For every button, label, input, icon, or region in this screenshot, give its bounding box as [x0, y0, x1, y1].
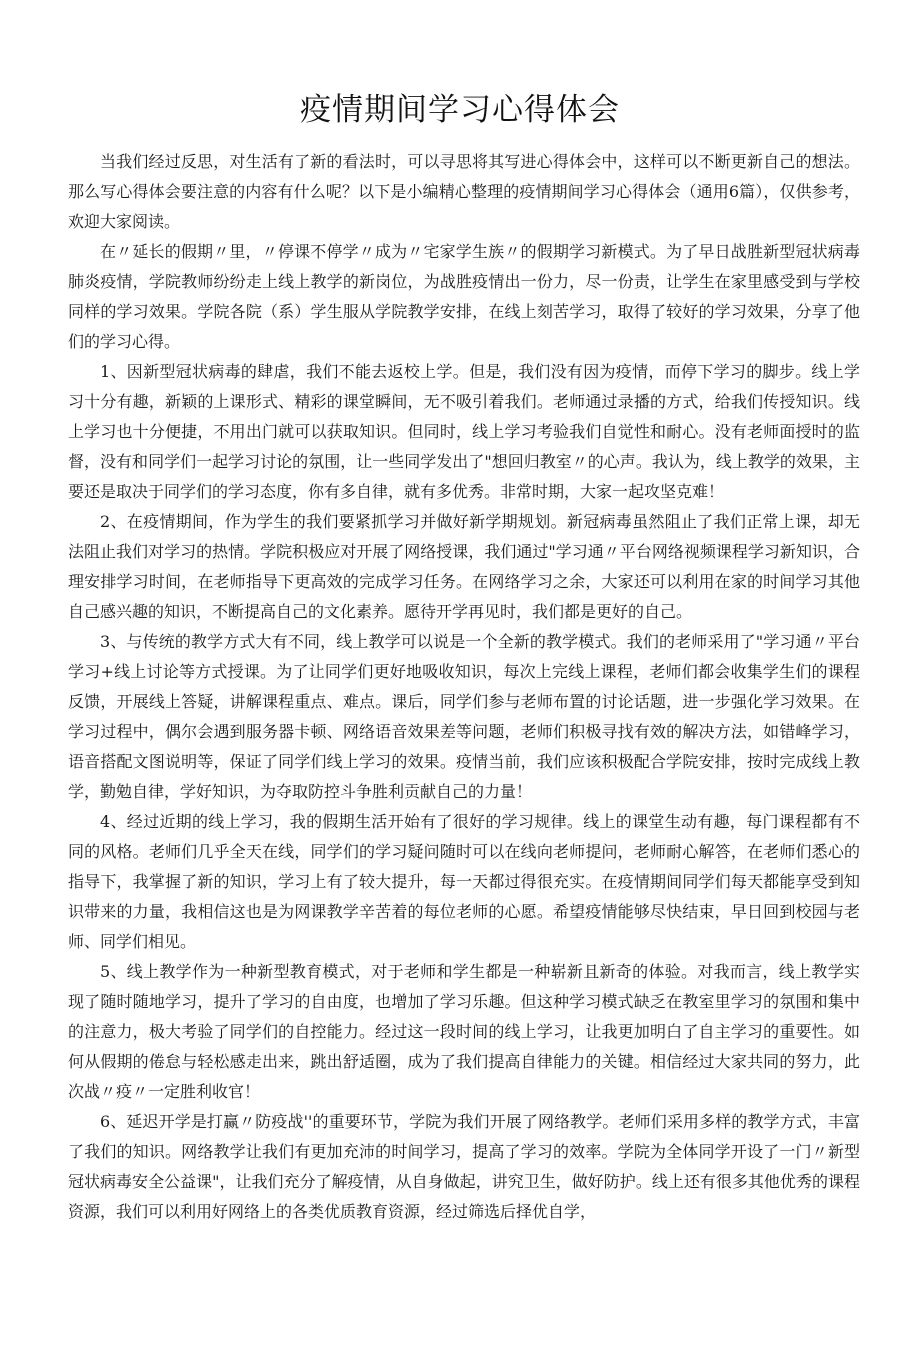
experience-paragraph-6: 6、延迟开学是打赢〃防疫战''的重要环节，学院为我们开展了网络教学。老师们采用多样的教学方式，丰富了我们的知识。网络教学让我们有更加充沛的时间学习，提高了学习的效率。学院为全体同学开设了一门〃新型冠状病毒安全公益课"，让我们充分了解疫情，从自身做起，讲究卫生，做好防护。线上还有很多其他优秀的课程资源，我们可以利用好网络上的各类优质教育资源，经过筛选后择优自学，	[68, 1112, 860, 1221]
experience-paragraph-4: 4、经过近期的线上学习，我的假期生活开始有了很好的学习规律。线上的课堂生动有趣，每门课程都有不同的风格。老师们几乎全天在线，同学们的学习疑问随时可以在线向老师提问，老师耐心解答，在老师们悉心的指导下，我掌握了新的知识，学习上有了较大提升，每一天都过得很充实。在疫情期间同学们每天都能享受到知识带来的力量，我相信这也是为网课教学辛苦着的每位老师的心愿。希望疫情能够尽快结束，早日回到校园与老师、同学们相见。	[68, 812, 860, 951]
experience-paragraph-1: 1、因新型冠状病毒的肆虐，我们不能去返校上学。但是，我们没有因为疫情，而停下学习的脚步。线上学习十分有趣，新颖的上课形式、精彩的课堂瞬间，无不吸引着我们。老师通过录播的方式，给我们传授知识。线上学习也十分便捷，不用出门就可以获取知识。但同时，线上学习考验我们自觉性和耐心。没有老师面授时的监督，没有和同学们一起学习讨论的氛围，让一些同学发出了"想回归教室〃的心声。我认为，线上教学的效果，主要还是取决于同学们的学习态度，你有多自律，就有多优秀。非常时期，大家一起攻坚克难！	[68, 362, 860, 501]
intro-paragraph: 当我们经过反思，对生活有了新的看法时，可以寻思将其写进心得体会中，这样可以不断更新自己的想法。那么写心得体会要注意的内容有什么呢？以下是小编精心整理的疫情期间学习心得体会（通用6篇），仅供参考，欢迎大家阅读。	[68, 152, 860, 231]
experience-paragraph-2: 2、在疫情期间，作为学生的我们要紧抓学习并做好新学期规划。新冠病毒虽然阻止了我们正常上课，却无法阻止我们对学习的热情。学院积极应对开展了网络授课，我们通过"学习通〃平台网络视频课程学习新知识，合理安排学习时间，在老师指导下更高效的完成学习任务。在网络学习之余，大家还可以利用在家的时间学习其他自己感兴趣的知识，不断提高自己的文化素养。愿待开学再见时，我们都是更好的自己。	[68, 512, 860, 621]
experience-paragraph-3: 3、与传统的教学方式大有不同，线上教学可以说是一个全新的教学模式。我们的老师采用了"学习通〃平台学习+线上讨论等方式授课。为了让同学们更好地吸收知识，每次上完线上课程，老师们都会收集学生们的课程反馈，开展线上答疑，讲解课程重点、难点。课后，同学们参与老师布置的讨论话题，进一步强化学习效果。在学习过程中，偶尔会遇到服务器卡顿、网络语音效果差等问题，老师们积极寻找有效的解决方法，如错峰学习，语音搭配文图说明等，保证了同学们线上学习的效果。疫情当前，我们应该积极配合学院安排，按时完成线上教学，勤勉自律，学好知识，为夺取防控斗争胜利贡献自己的力量！	[68, 632, 860, 801]
document-body	[68, 147, 860, 1227]
document-title: 疫情期间学习心得体会	[300, 92, 620, 128]
experience-paragraph-5: 5、线上教学作为一种新型教育模式，对于老师和学生都是一种崭新且新奇的体验。对我而言，线上教学实现了随时随地学习，提升了学习的自由度，也增加了学习乐趣。但这种学习模式缺乏在教室里学习的氛围和集中的注意力，极大考验了同学们的自控能力。经过这一段时间的线上学习，让我更加明白了自主学习的重要性。如何从假期的倦怠与轻松感走出来，跳出舒适圈，成为了我们提高自律能力的关键。相信经过大家共同的努力，此次战〃疫〃一定胜利收官！	[68, 962, 860, 1101]
background-paragraph: 在〃延长的假期〃里，〃停课不停学〃成为〃宅家学生族〃的假期学习新模式。为了早日战胜新型冠状病毒肺炎疫情，学院教师纷纷走上线上教学的新岗位，为战胜疫情出一份力，尽一份责，让学生在家里感受到与学校同样的学习效果。学院各院（系）学生服从学院教学安排，在线上刻苦学习，取得了较好的学习效果，分享了他们的学习心得。	[68, 242, 860, 351]
